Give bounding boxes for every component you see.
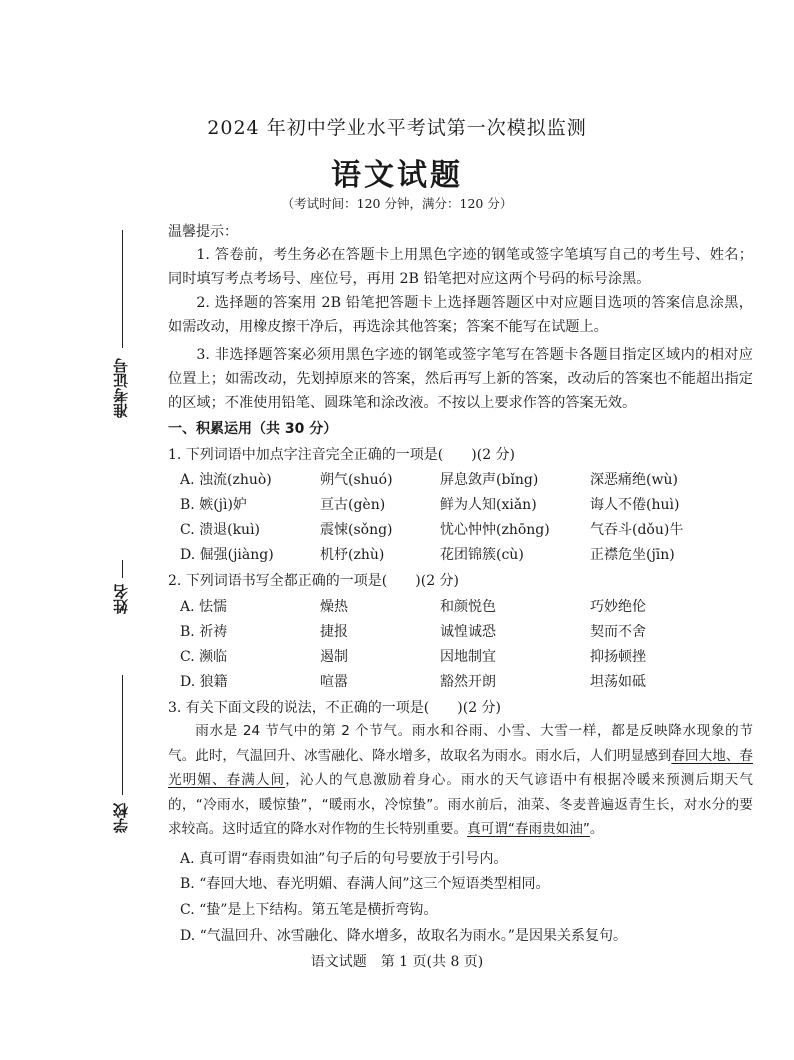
option-cell: 契而不舍 bbox=[590, 624, 646, 640]
option-cell: 燥热 bbox=[320, 599, 348, 615]
school-line bbox=[122, 675, 123, 795]
q2-option-b bbox=[180, 621, 760, 643]
q1-option-a bbox=[180, 469, 760, 491]
name-label: 姓名 bbox=[112, 584, 130, 614]
name-line bbox=[122, 560, 123, 578]
candidate-no-label: 准考证号 bbox=[112, 358, 130, 418]
school-label: 学校 bbox=[112, 803, 130, 833]
option-cell: 诲人不倦(huì) bbox=[590, 497, 680, 513]
q3-passage bbox=[168, 719, 753, 842]
option-cell: A. 浊流(zhuò) bbox=[180, 472, 272, 488]
option-cell: 花团锦簇(cù) bbox=[440, 547, 524, 563]
option-cell: 豁然开朗 bbox=[440, 674, 496, 690]
section-heading: 一、积累运用（共 30 分） bbox=[168, 421, 338, 437]
passage-underline: 春回大 bbox=[671, 747, 713, 764]
option-cell: 喧嚣 bbox=[320, 674, 348, 690]
q1-option-b bbox=[180, 494, 760, 516]
q1-option-c bbox=[180, 519, 760, 541]
passage-underline: 地、春光明媚、春满人间 bbox=[168, 747, 754, 788]
candidate-no-line bbox=[122, 230, 123, 348]
passage-underline: 真可谓“春雨贵如油” bbox=[467, 821, 590, 837]
option-cell: D. 狼籍 bbox=[180, 674, 228, 690]
q3-option-c: C. “蛰”是上下结构。第五笔是横折弯钩。 bbox=[180, 902, 438, 918]
option-cell: 震悚(sǒng) bbox=[320, 522, 393, 538]
q2-option-a bbox=[180, 596, 760, 618]
name-field bbox=[100, 560, 140, 640]
option-cell: 机杼(zhù) bbox=[320, 547, 385, 563]
subject-title: 语文试题 bbox=[331, 158, 463, 193]
q3-option-b: B. “春回大地、春光明媚、春满人间”这三个短语类型相同。 bbox=[180, 876, 550, 892]
option-cell: 朔气(shuó) bbox=[320, 472, 393, 488]
passage-text: ，沁人的气息激励着身心。雨水的天气谚语中有根据冷暖来预测后 bbox=[285, 772, 711, 788]
hint-item-2: 2. 选择题的答案用 2B 铅笔把答题卡上选择题答题区中对应题目选项的答案信息涂黑，如需改动，用橡皮擦干净后，再选涂其他答案；答案不能写在试题上。 bbox=[168, 295, 753, 335]
option-cell: 屏息敛声(bǐng) bbox=[440, 472, 539, 488]
q2-stem: 2. 下列词语书写全都正确的一项是( )(2 分) bbox=[168, 573, 460, 589]
passage-text: 分的要求较高。这时适宜的降水对作物的生长特别重要。 bbox=[168, 796, 753, 837]
option-cell: 亘古(gèn) bbox=[320, 497, 386, 513]
passage-text: 期天气的，“冷雨水，暖惊蛰”，“暖雨水，冷惊蛰”。雨水前后，油菜、冬麦普遍返青生长，对水 bbox=[168, 772, 754, 813]
candidate-no-field bbox=[100, 230, 140, 430]
option-cell: 坦荡如砥 bbox=[590, 674, 646, 690]
option-cell: B. 祈祷 bbox=[180, 624, 228, 640]
option-cell: 忧心忡忡(zhōng) bbox=[440, 522, 550, 538]
exam-title: 2024 年初中学业水平考试第一次模拟监测 bbox=[207, 117, 587, 139]
option-cell: C. 濒临 bbox=[180, 649, 228, 665]
option-cell: 捷报 bbox=[320, 624, 348, 640]
option-cell: C. 溃退(kuì) bbox=[180, 522, 261, 538]
option-cell: 遏制 bbox=[320, 649, 348, 665]
hint-item-3: 3. 非选择题答案必须用黑色字迹的钢笔或签字笔写在答题卡各题目指定区域内的相对应位置上；如需改动，先划掉原来的答案，然后再写上新的答案，改动后的答案也不能超出指定的区域；不准使用铅笔、圆珠笔和涂改液。不按以上要求作答的答案无效。 bbox=[168, 347, 753, 411]
hint-item-1: 1. 答卷前，考生务必在答题卡上用黑色字迹的钢笔或签字笔填写自己的考生号、姓名；同时填写考点考场号、座位号，再用 2B 铅笔把对应这两个号码的标号涂黑。 bbox=[168, 247, 753, 287]
hints-heading: 温馨提示： bbox=[168, 224, 238, 240]
option-cell: 深恶痛绝(wù) bbox=[590, 472, 678, 488]
q3-option-d: D. “气温回升、冰雪融化、降水增多，故取名为雨水。”是因果关系复句。 bbox=[180, 928, 627, 944]
passage-text: 气。此时，气温回升、冰雪融化、降水增多，故取名为雨水。雨水后，人们明显感到 bbox=[168, 747, 672, 764]
q1-option-d bbox=[180, 544, 760, 566]
q3-option-a: A. 真可谓“春雨贵如油”句子后的句号要放于引号内。 bbox=[180, 851, 508, 867]
option-cell: D. 倔强(jiàng) bbox=[180, 547, 274, 563]
option-cell: 诚惶诚恐 bbox=[440, 624, 496, 640]
option-cell: 巧妙绝伦 bbox=[590, 599, 646, 615]
option-cell: 正襟危坐(jīn) bbox=[590, 547, 675, 563]
q2-option-d bbox=[180, 671, 760, 693]
option-cell: 因地制宜 bbox=[440, 649, 496, 665]
page-footer: 语文试题 第 1 页(共 8 页) bbox=[310, 954, 484, 970]
option-cell: 抑扬顿挫 bbox=[590, 649, 646, 665]
q2-option-c bbox=[180, 646, 760, 668]
option-cell: 和颜悦色 bbox=[440, 599, 496, 615]
option-cell: 气吞斗(dǒu)牛 bbox=[590, 522, 684, 538]
option-cell: A. 怯懦 bbox=[180, 599, 228, 615]
passage-text: 雨水是 24 节气中的第 2 个节气。雨水和谷雨、小雪、大雪一样，都是反映降水现象的节 bbox=[195, 723, 753, 739]
option-cell: 鲜为人知(xiǎn) bbox=[440, 497, 537, 513]
passage-text: 。 bbox=[589, 821, 604, 837]
option-cell: B. 嫉(jì)妒 bbox=[180, 497, 247, 513]
q3-stem: 3. 有关下面文段的说法，不正确的一项是( )(2 分) bbox=[168, 700, 502, 716]
q1-stem: 1. 下列词语中加点字注音完全正确的一项是( )(2 分) bbox=[168, 447, 516, 463]
school-field bbox=[100, 675, 140, 845]
exam-info: （考试时间：120 分钟，满分：120 分） bbox=[281, 196, 513, 211]
